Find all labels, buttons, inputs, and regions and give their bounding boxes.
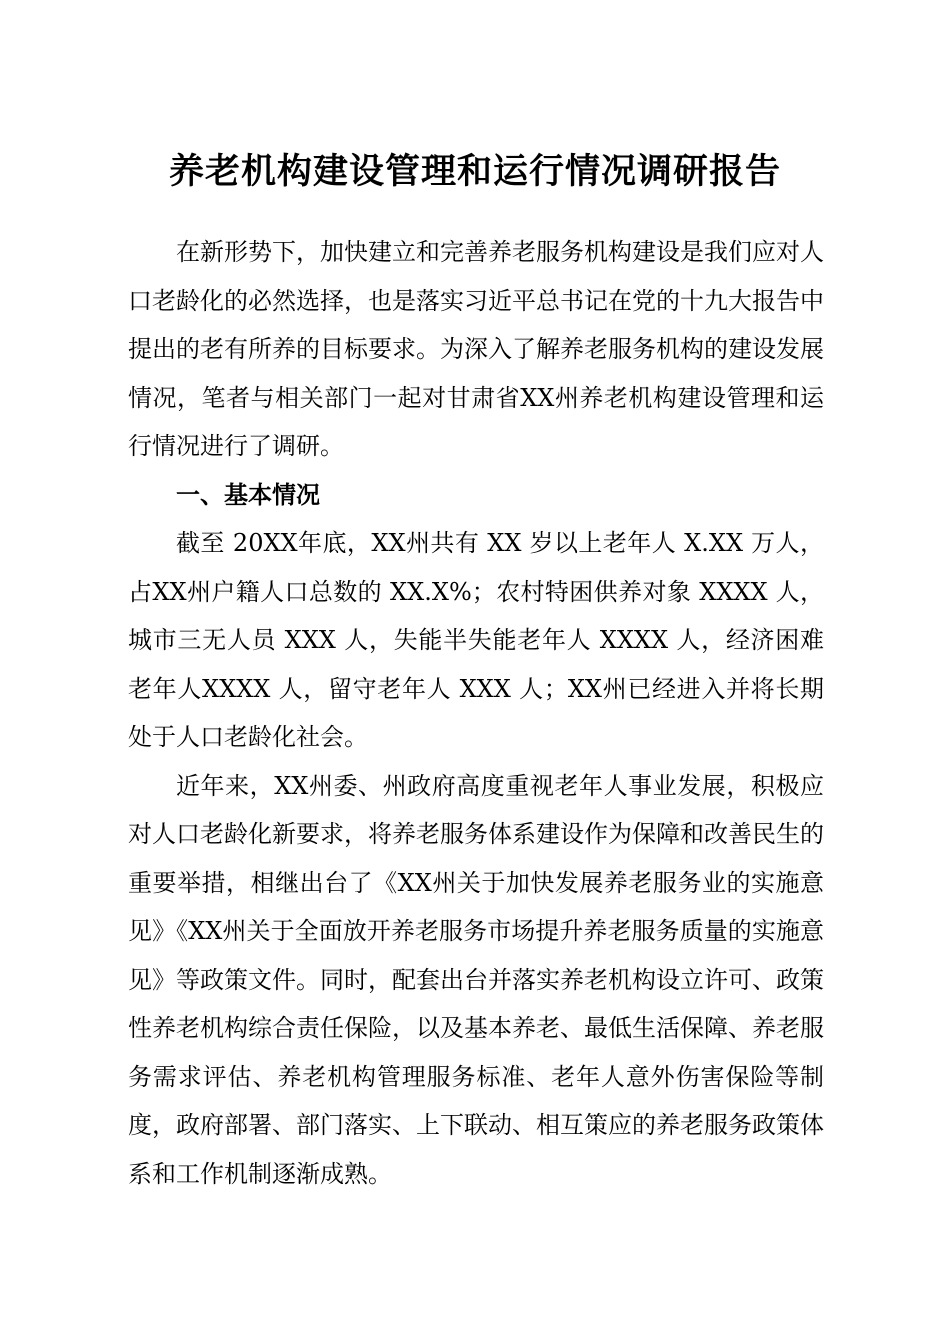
intro-paragraph: 在新形势下，加快建立和完善养老服务机构建设是我们应对人口老龄化的必然选择，也是落实习近平总书记在党的十九大报告中提出的老有所养的目标要求。为深入了解养老服务机构的建设发展情况，笔者与相关部门一起对甘肃省XX州养老机构建设管理和运行情况进行了调研。 xyxy=(128,238,824,460)
document-body xyxy=(128,228,824,1198)
basic-situation-paragraph: 截至 20XX年底，XX州共有 XX 岁以上老年人 X.XX 万人，占XX州户籍人口总数的 XX.X%；农村特困供养对象 XXXX 人，城市三无人员 XXX 人，失能半失能老年人 XXXX 人，经济困难老年人XXXX 人，留守老年人 XXX 人；XX州已经进入并将长期处于人口老龄化社会。 xyxy=(128,529,824,751)
section-heading-basic-situation: 一、基本情况 xyxy=(176,480,320,509)
document-title: 养老机构建设管理和运行情况调研报告 xyxy=(168,151,781,192)
policy-paragraph: 近年来，XX州委、州政府高度重视老年人事业发展，积极应对人口老龄化新要求，将养老服务体系建设作为保障和改善民生的重要举措，相继出台了《XX州关于加快发展养老服务业的实施意见》《XX州关于全面放开养老服务市场提升养老服务质量的实施意见》等政策文件。同时，配套出台并落实养老机构设立许可、政策性养老机构综合责任保险，以及基本养老、最低生活保障、养老服务需求评估、养老机构管理服务标准、老年人意外伤害保险等制度，政府部署、部门落实、上下联动、相互策应的养老服务政策体系和工作机制逐渐成熟。 xyxy=(128,771,824,1188)
